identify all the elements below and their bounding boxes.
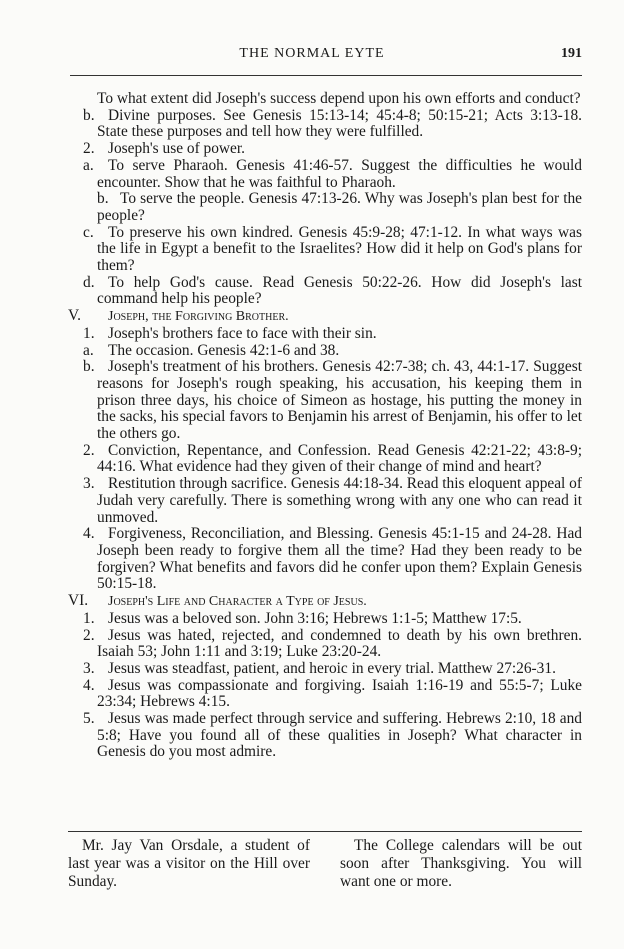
outline-item bbox=[97, 91, 582, 108]
outline-item bbox=[83, 475, 583, 526]
outline-item bbox=[83, 223, 582, 275]
outline-item bbox=[83, 341, 582, 360]
item-text: Jesus was hated, rejected, and condemned to death by his own brethren. Isaiah 53; John 1:11 and 3:19; Luke 23:20-24. bbox=[97, 626, 582, 661]
note-left: Mr. Jay Van Orsdale, a student of last year was a visitor on the Hill over Sunday. bbox=[68, 837, 310, 890]
item-label: 1. bbox=[83, 324, 95, 342]
note-right: The College calendars will be out soon after Thanksgiving. You will want one or more. bbox=[340, 837, 582, 890]
item-label: 4. bbox=[83, 676, 95, 694]
item-text: To what extent did Joseph's success depend upon his own efforts and conduct? bbox=[97, 90, 581, 107]
item-label: 5. bbox=[83, 710, 95, 728]
outline-item bbox=[83, 609, 582, 628]
item-label: 4. bbox=[83, 525, 95, 543]
item-label: b. bbox=[83, 106, 95, 124]
lesson-outline bbox=[0, 91, 582, 761]
outline-item bbox=[83, 441, 582, 476]
item-text: Divine purposes. See Genesis 15:13-14; 45:4-8; 50:15-21; Acts 3:13-18. State these purposes and tell how they were fulfilled. bbox=[97, 106, 582, 141]
item-text: Jesus was made perfect through service and suffering. Hebrews 2:10, 18 and 5:8; Have you found all of these qualities in Joseph? What character in Genesis do you most admire. bbox=[97, 710, 582, 761]
item-label: 2. bbox=[83, 441, 95, 459]
item-text: To serve Pharaoh. Genesis 41:46-57. Suggest the difficulties he would encounter. Show that he was faithful to Pharaoh. bbox=[97, 156, 582, 191]
item-text: To preserve his own kindred. Genesis 45:9-28; 47:1-12. In what ways was the life in Egypt a benefit to the Israelites? How did it help on God's plans for them? bbox=[97, 223, 582, 275]
item-text: Forgiveness, Reconciliation, and Blessing. Genesis 45:1-15 and 24-28. Had Joseph been ready to forgive them all the time? Had they been ready to be forgiven? What benefits and favors did he confer upon them? Explain Genesis 50:15-18. bbox=[97, 525, 582, 593]
footer-rule bbox=[68, 831, 582, 832]
item-text: Jesus was compassionate and forgiving. Isaiah 1:16-19 and 55:5-7; Luke 23:34; Hebrews 4:15. bbox=[97, 676, 582, 711]
item-text: Jesus was steadfast, patient, and heroic in every trial. Matthew 27:26-31. bbox=[108, 659, 556, 677]
running-header-title: THE NORMAL EYTE bbox=[239, 46, 385, 61]
item-label: 2. bbox=[83, 626, 95, 644]
item-text: Joseph's use of power. bbox=[108, 140, 245, 158]
outline-item bbox=[97, 191, 582, 224]
section-heading bbox=[68, 307, 582, 326]
outline-item bbox=[83, 358, 582, 443]
item-label: d. bbox=[83, 273, 95, 291]
item-text: Conviction, Repentance, and Confession. Read Genesis 42:21-22; 43:8-9; 44:16. What evidence had they given of their change of mind and heart? bbox=[97, 441, 582, 476]
item-label: c. bbox=[83, 223, 94, 241]
item-text: Joseph's brothers face to face with their sin. bbox=[108, 324, 377, 342]
item-text: The occasion. Genesis 42:1-6 and 38. bbox=[108, 341, 340, 359]
item-label: a. bbox=[83, 156, 94, 174]
outline-item bbox=[83, 106, 582, 141]
item-text: To serve the people. Genesis 47:13-26. Why was Joseph's plan best for the people? bbox=[97, 190, 582, 224]
outline-item bbox=[83, 710, 582, 761]
item-label: 3. bbox=[83, 475, 95, 493]
outline-item bbox=[83, 676, 582, 711]
item-text: Restitution through sacrifice. Genesis 44:18-34. Read this eloquent appeal of Judah very carefully. There is something wrong with any one who can read it unmoved. bbox=[97, 475, 583, 526]
item-text: Joseph, the Forgiving Brother. bbox=[108, 309, 289, 325]
item-label: 2. bbox=[83, 140, 95, 158]
item-label: b. bbox=[97, 190, 109, 208]
item-text: Jesus was a beloved son. John 3:16; Hebrews 1:1-5; Matthew 17:5. bbox=[108, 609, 522, 627]
item-label: VI. bbox=[68, 592, 89, 610]
item-text: To help God's cause. Read Genesis 50:22-26. How did Joseph's last command help his people? bbox=[97, 273, 582, 308]
outline-item bbox=[83, 273, 582, 308]
item-label: b. bbox=[83, 358, 95, 376]
item-label: 3. bbox=[83, 659, 95, 677]
outline-item bbox=[83, 140, 582, 158]
outline-item bbox=[83, 156, 582, 191]
outline-item bbox=[83, 659, 582, 678]
outline-item bbox=[83, 626, 582, 661]
news-notes bbox=[68, 837, 582, 891]
item-label: V. bbox=[68, 307, 81, 325]
item-text: Joseph's Life and Character a Type of Jesus. bbox=[108, 594, 367, 610]
header-rule bbox=[70, 75, 582, 76]
page-number: 191 bbox=[561, 46, 582, 61]
item-text: Joseph's treatment of his brothers. Genesis 42:7-38; ch. 43, 44:1-17. Suggest reasons for Joseph's rough speaking, his accusation, his keeping them in prison three days, his choice of Simeon as hostage, his putting the money in the sacks, his special favors to Benjamin his arrest of Benjamin, his offer to let the others go. bbox=[97, 358, 582, 443]
item-label: a. bbox=[83, 341, 94, 359]
outline-item bbox=[83, 324, 582, 343]
outline-item bbox=[83, 525, 582, 593]
item-label: 1. bbox=[83, 609, 95, 627]
section-heading bbox=[68, 592, 582, 611]
